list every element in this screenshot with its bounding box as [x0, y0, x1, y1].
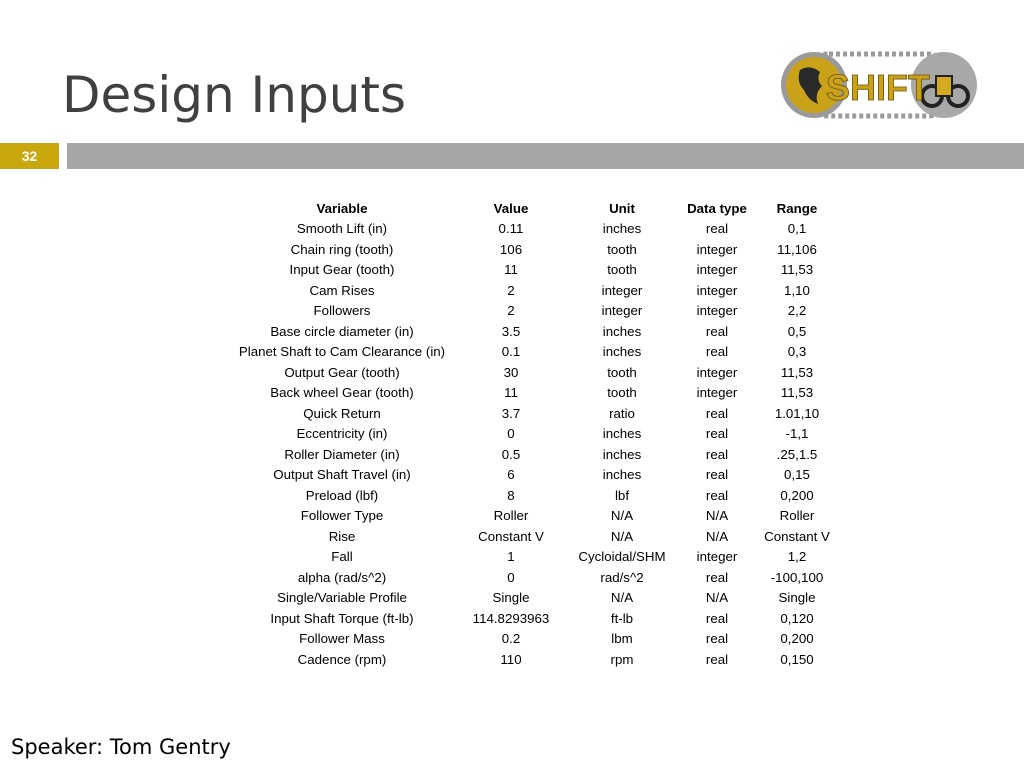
- logo-graphic-icon: [778, 48, 980, 122]
- table-row: [228, 219, 838, 240]
- cell-unit: lbm: [611, 631, 633, 647]
- cell-data-type: real: [705, 405, 729, 421]
- table-row: [228, 383, 838, 404]
- cell-unit: inches: [602, 467, 642, 483]
- cell-data-type: real: [705, 467, 729, 483]
- cell-value: 110: [500, 651, 522, 667]
- header-variable: Variable: [316, 200, 368, 216]
- cell-variable: Smooth Lift (in): [296, 221, 388, 237]
- shift-logo: [778, 48, 980, 122]
- cell-value: 0: [507, 569, 515, 585]
- cell-data-type: integer: [696, 549, 738, 565]
- svg-text:SHIFT: SHIFT: [826, 67, 930, 108]
- cell-unit: tooth: [607, 262, 637, 278]
- table-row: [228, 403, 838, 424]
- cell-variable: Preload (lbf): [305, 487, 379, 503]
- cell-data-type: real: [705, 426, 729, 442]
- cell-value: 0.11: [498, 221, 524, 237]
- cell-unit: integer: [601, 303, 643, 319]
- cell-data-type: integer: [696, 262, 738, 278]
- cell-unit: N/A: [610, 590, 634, 606]
- cell-data-type: integer: [696, 385, 738, 401]
- slide-number: 32: [0, 143, 59, 169]
- cell-value: 3.5: [501, 323, 521, 339]
- cell-value: 30: [503, 364, 519, 380]
- table-row: [228, 280, 838, 301]
- cell-variable: Cam Rises: [309, 282, 375, 298]
- cell-data-type: real: [705, 569, 729, 585]
- cell-unit: tooth: [607, 241, 637, 257]
- cell-value: 11: [504, 262, 518, 278]
- table-row: [228, 629, 838, 650]
- cell-variable: Back wheel Gear (tooth): [270, 385, 414, 401]
- table-row: [228, 526, 838, 547]
- cell-unit: inches: [602, 323, 642, 339]
- table-row: [228, 506, 838, 527]
- cell-value: 6: [507, 467, 515, 483]
- cell-variable: Roller Diameter (in): [284, 446, 400, 462]
- cell-unit: rad/s^2: [600, 569, 644, 585]
- cell-data-type: real: [705, 487, 729, 503]
- cell-unit: inches: [602, 426, 642, 442]
- cell-variable: Chain ring (tooth): [290, 241, 394, 257]
- cell-range: 0,15: [784, 467, 810, 483]
- table-row: [228, 342, 838, 363]
- cell-range: 0,3: [787, 344, 807, 360]
- slide-title: Design Inputs: [62, 66, 407, 124]
- cell-data-type: N/A: [705, 508, 729, 524]
- speaker-label: Speaker: Tom Gentry: [11, 735, 231, 759]
- cell-data-type: N/A: [705, 590, 729, 606]
- cell-value: 1: [507, 549, 515, 565]
- cell-data-type: real: [705, 446, 729, 462]
- cell-value: 3.7: [501, 405, 521, 421]
- cell-range: 1,2: [787, 549, 807, 565]
- cell-value: 2: [507, 303, 515, 319]
- cell-unit: inches: [602, 344, 642, 360]
- cell-variable: Single/Variable Profile: [277, 590, 407, 606]
- table-row: [228, 444, 838, 465]
- cell-unit: tooth: [607, 364, 637, 380]
- cell-value: 114.8293963: [472, 610, 550, 626]
- table-row: [228, 362, 838, 383]
- cell-range: -1,1: [785, 426, 809, 442]
- table-row: [228, 424, 838, 445]
- cell-range: 11,53: [780, 364, 814, 380]
- table-row: [228, 649, 838, 670]
- cell-variable: Followers: [313, 303, 371, 319]
- cell-variable: Planet Shaft to Cam Clearance (in): [238, 344, 446, 360]
- cell-variable: alpha (rad/s^2): [297, 569, 387, 585]
- cell-range: 1,10: [784, 282, 810, 298]
- table-row: [228, 239, 838, 260]
- header-divider-bar: [67, 143, 1024, 169]
- cell-value: 106: [499, 241, 523, 257]
- cell-unit: integer: [601, 282, 643, 298]
- cell-range: 0,120: [780, 610, 814, 626]
- cell-variable: Fall: [331, 549, 353, 565]
- cell-variable: Output Shaft Travel (in): [273, 467, 411, 483]
- cell-unit: rpm: [610, 651, 634, 667]
- cell-range: 11,53: [780, 262, 814, 278]
- header-data-type: Data type: [687, 200, 747, 216]
- cell-value: Single: [492, 590, 530, 606]
- cell-variable: Eccentricity (in): [296, 426, 388, 442]
- cell-data-type: real: [705, 610, 729, 626]
- cell-data-type: real: [705, 221, 729, 237]
- cell-unit: N/A: [610, 508, 634, 524]
- cell-data-type: integer: [696, 282, 738, 298]
- cell-variable: Cadence (rpm): [297, 651, 387, 667]
- design-inputs-table: [228, 198, 838, 670]
- cell-range: 11,53: [780, 385, 814, 401]
- cell-variable: Rise: [328, 528, 356, 544]
- cell-variable: Input Gear (tooth): [289, 262, 395, 278]
- header-unit: Unit: [609, 200, 635, 216]
- cell-data-type: real: [705, 344, 729, 360]
- cell-data-type: real: [705, 323, 729, 339]
- cell-value: 8: [507, 487, 515, 503]
- cell-variable: Follower Type: [300, 508, 384, 524]
- cell-data-type: integer: [696, 364, 738, 380]
- table-row: [228, 608, 838, 629]
- cell-range: 0,200: [780, 487, 814, 503]
- cell-data-type: real: [705, 651, 729, 667]
- cell-data-type: N/A: [705, 528, 729, 544]
- cell-range: Single: [778, 590, 816, 606]
- table-row: [228, 465, 838, 486]
- cell-range: 0,150: [780, 651, 814, 667]
- cell-range: 0,1: [787, 221, 807, 237]
- table-row: [228, 321, 838, 342]
- cell-range: 11,106: [777, 241, 817, 257]
- table-row: [228, 260, 838, 281]
- cell-variable: Output Gear (tooth): [284, 364, 400, 380]
- cell-value: 0.5: [501, 446, 521, 462]
- header-value: Value: [493, 200, 529, 216]
- cell-unit: lbf: [614, 487, 630, 503]
- cell-range: 0,200: [780, 631, 814, 647]
- table-row: [228, 547, 838, 568]
- cell-value: Roller: [493, 508, 529, 524]
- table-row: [228, 301, 838, 322]
- cell-variable: Input Shaft Torque (ft-lb): [270, 610, 414, 626]
- cell-data-type: integer: [696, 241, 738, 257]
- cell-range: Constant V: [764, 528, 830, 544]
- table-header-row: [228, 198, 838, 219]
- cell-data-type: integer: [696, 303, 738, 319]
- header-range: Range: [776, 200, 818, 216]
- cell-value: 11: [504, 385, 518, 401]
- cell-unit: tooth: [607, 385, 637, 401]
- table-row: [228, 485, 838, 506]
- cell-range: -100,100: [770, 569, 824, 585]
- cell-range: 1.01,10: [774, 405, 820, 421]
- cell-unit: Cycloidal/SHM: [578, 549, 666, 565]
- cell-unit: inches: [602, 221, 642, 237]
- cell-data-type: real: [705, 631, 729, 647]
- cell-variable: Follower Mass: [299, 631, 385, 647]
- cell-unit: ft-lb: [610, 610, 634, 626]
- cell-value: Constant V: [478, 528, 544, 544]
- cell-range: .25,1.5: [776, 446, 818, 462]
- cell-unit: inches: [602, 446, 642, 462]
- cell-value: 0.2: [501, 631, 521, 647]
- cell-range: 2,2: [787, 303, 807, 319]
- cell-variable: Quick Return: [303, 405, 381, 421]
- cell-unit: ratio: [609, 405, 635, 421]
- cell-variable: Base circle diameter (in): [270, 323, 414, 339]
- cell-range: 0,5: [787, 323, 807, 339]
- cell-range: Roller: [779, 508, 815, 524]
- table-row: [228, 567, 838, 588]
- cell-value: 0: [507, 426, 515, 442]
- cell-value: 2: [507, 282, 515, 298]
- cell-value: 0.1: [501, 344, 521, 360]
- table-row: [228, 588, 838, 609]
- cell-unit: N/A: [610, 528, 634, 544]
